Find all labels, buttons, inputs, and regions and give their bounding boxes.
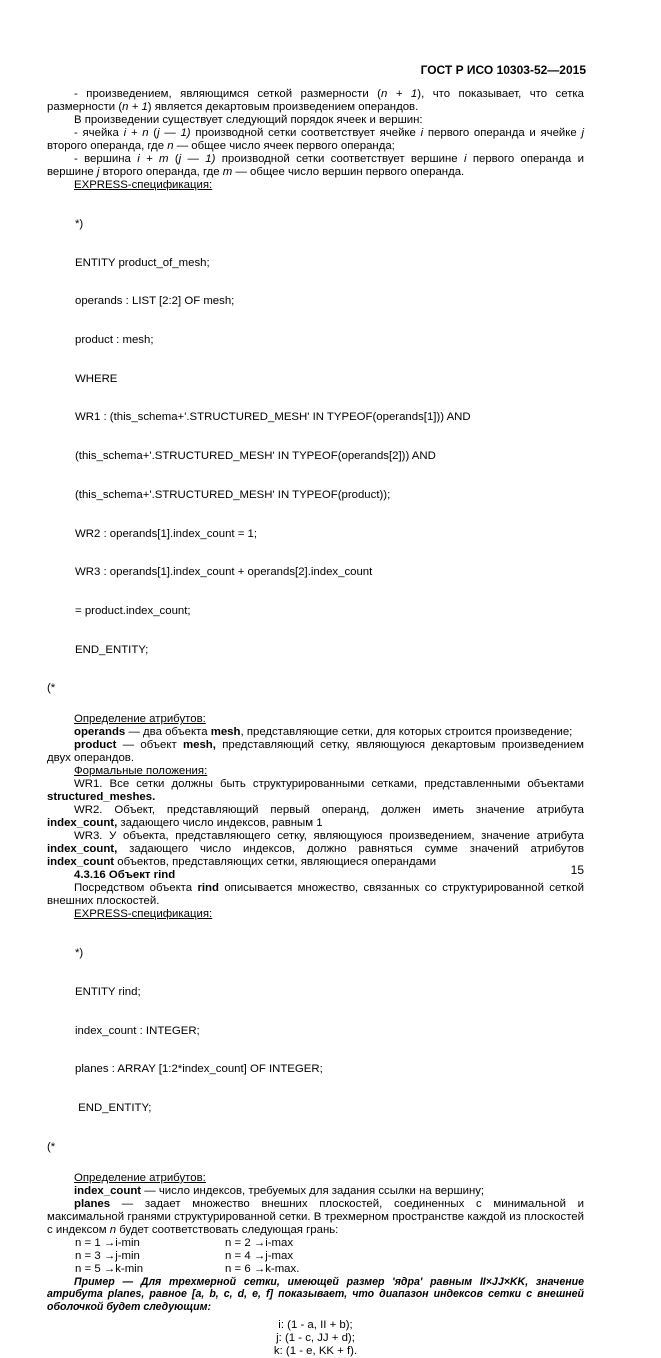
example-note: Пример — Для трехмерной сетки, имеющей размер 'ядра' равным II×JJ×KK, значение атрибута planes, равное [a, b, c, d, e, f] показывает, что диапазон индексов сетки с внешней оболочкой будет следующим: [47,1275,584,1313]
comment-open: (* [47,1140,56,1153]
rule-wr1: WR1. Все сетки должны быть структурированными сетками, представленными объектами structured_meshes. [47,778,584,804]
attribute-definition: planes — задает множество внешних плоскостей, соединенных с минимальной и максимальной гранями структурированной сетки. В трехмерном пространстве каждой из плоскостей с индексом n будет соответствовать следующая грань: [47,1197,584,1236]
attr-def-label: Определение атрибутов: [74,713,206,726]
attribute-definition: index_count — число индексов, требуемых для задания ссылки на вершину; [74,1184,485,1197]
attr-def-label: Определение атрибутов: [74,1171,206,1184]
paragraph: - произведением, являющимся сеткой размерности (n + 1), что показывает, что сетка размерности (n + 1) является декартовым произведением операндов. [47,88,584,113]
range-line: i: (1 - a, II + b); [278,1319,353,1332]
page-content [47,88,584,1358]
face-row: n = 5 →k-min n = 6 →k-max. [75,1262,300,1275]
face-row: n = 3 →j-min n = 4 →j-max [75,1249,294,1262]
section-heading: 4.3.16 Объект rind [74,869,176,882]
page-header: ГОСТ Р ИСО 10303-52—2015 [420,63,586,77]
formal-label: Формальные положения: [74,765,208,778]
code-block: *) ENTITY rind; index_count : INTEGER; planes : ARRAY [1:2*index_count] OF INTEGER; END_ENTITY; [75,947,323,1115]
range-line: k: (1 - e, KK + f). [273,1345,358,1358]
paragraph: - ячейка i + n (j — 1) производной сетки соответствует ячейке i первого операнда и ячейке j второго операнда, где n — общее число ячеек первого операнда; [47,127,584,152]
code-block: *) ENTITY product_of_mesh; operands : LIST [2:2] OF mesh; product : mesh; WHERE WR1 : (this_schema+'.STRUCTURED_MESH' IN TYPEOF(operands[1])) AND (this_schema+'.STRUCTURED_MESH' IN TYPEOF(operands[2])) AND (this_schema+'.STRUCTURED_MESH' IN TYPEOF(product)); WR2 : operands[1].index_count = 1; WR3 : operands[1].index_count + operands[2].index_count = product.index_count; END_ENTITY; [75,217,471,656]
face-row: n = 1 →i-min n = 2 →i-max [75,1236,294,1249]
rule-wr3: WR3. У объекта, представляющего сетку, являющуюся произведением, значение атрибута index_count, задающего число индексов, должно равняться сумме значений атрибутов index_count объектов, представляющих сетки, являющиеся операндами [47,830,584,869]
paragraph: В произведении существует следующий порядок ячеек и вершин: [74,114,423,126]
attribute-definition: product — объект mesh, представляющий сетку, являющуюся декартовым произведением двух операндов. [47,739,584,765]
range-line: j: (1 - c, JJ + d); [276,1332,355,1345]
page-number: 15 [570,863,584,877]
attribute-definition: operands — два объекта mesh, представляющие сетки, для которых строится произведение; [74,726,573,739]
express-label: EXPRESS-спецификация: [74,908,213,921]
rule-wr2: WR2. Объект, представляющий первый операнд, должен иметь значение атрибута index_count, задающего число индексов, равным 1 [47,804,584,830]
paragraph: - вершина i + m (j — 1) производной сетки соответствует вершине i первого операнда и вершине j второго операнда, где m — общее число вершин первого операнда. [47,153,584,178]
express-label: EXPRESS-спецификация: [74,179,213,191]
paragraph: Посредством объекта rind описывается множество, связанных со структурированной сеткой внешних плоскостей. [47,882,584,908]
comment-open: (* [47,682,56,695]
